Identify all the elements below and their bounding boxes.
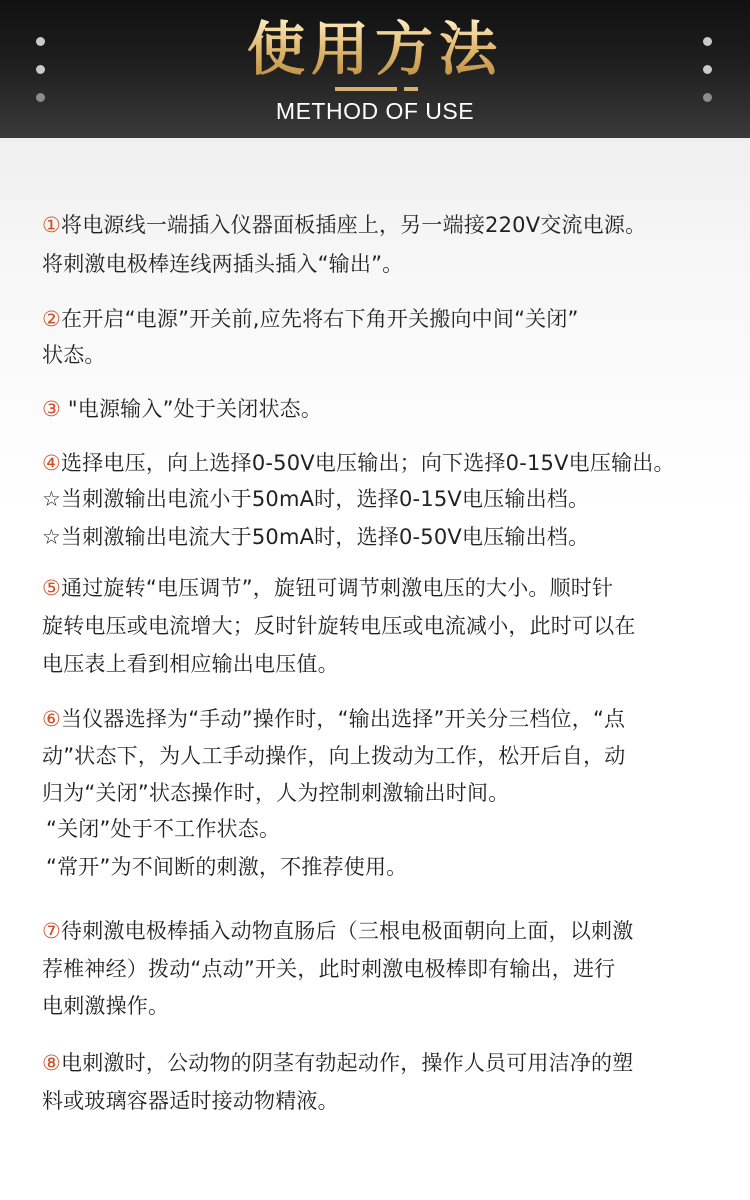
step-number: ⑦ bbox=[42, 919, 62, 943]
step-number: ⑧ bbox=[42, 1051, 62, 1075]
step-line: 归为“关闭”状态操作时，人为控制刺激输出时间。 bbox=[42, 781, 510, 805]
step-line: 电刺激操作。 bbox=[42, 994, 170, 1018]
step-line: 荐椎神经）拨动“点动”开关，此时刺激电极棒即有输出，进行 bbox=[42, 957, 616, 981]
step-number: ③ bbox=[42, 397, 62, 421]
step-line: 电压表上看到相应输出电压值。 bbox=[42, 652, 339, 676]
step-line: “关闭”处于不工作状态。 bbox=[46, 817, 281, 841]
step-line: ①将电源线一端插入仪器面板插座上，另一端接220V交流电源。 bbox=[42, 213, 647, 237]
step-line: ⑦待刺激电极棒插入动物直肠后（三根电极面朝向上面，以刺激 bbox=[42, 919, 634, 943]
step-line: ③ "电源输入”处于关闭状态。 bbox=[42, 397, 323, 421]
step-number: ④ bbox=[42, 451, 62, 475]
step-line: 将刺激电极棒连线两插头插入“输出”。 bbox=[42, 252, 404, 276]
step-line: ☆当刺激输出电流小于50mA时，选择0-15V电压输出档。 bbox=[42, 487, 590, 511]
step-line: 料或玻璃容器适时接动物精液。 bbox=[42, 1089, 339, 1113]
step-line: “常开”为不间断的刺激，不推荐使用。 bbox=[46, 855, 408, 879]
title-underline-short bbox=[404, 87, 418, 91]
header-banner bbox=[0, 0, 750, 138]
step-line: 旋转电压或电流增大；反时针旋转电压或电流减小，此时可以在 bbox=[42, 614, 636, 638]
step-line: 动”状态下，为人工手动操作，向上拨动为工作，松开后自，动 bbox=[42, 744, 626, 768]
instructions-body bbox=[0, 138, 750, 1200]
step-line: ⑥当仪器选择为“手动”操作时，“输出选择”开关分三档位，“点 bbox=[42, 707, 626, 731]
step-line: ☆当刺激输出电流大于50mA时，选择0-50V电压输出档。 bbox=[42, 525, 590, 549]
step-number: ⑤ bbox=[42, 576, 62, 600]
step-number: ① bbox=[42, 213, 62, 237]
page-title: 使用方法 bbox=[0, 16, 750, 82]
step-number: ② bbox=[42, 307, 62, 331]
title-underline-long bbox=[335, 87, 397, 91]
page-subtitle: METHOD OF USE bbox=[275, 98, 475, 124]
step-number: ⑥ bbox=[42, 707, 62, 731]
step-line: 状态。 bbox=[42, 343, 106, 367]
step-line: ⑧电刺激时，公动物的阴茎有勃起动作，操作人员可用洁净的塑 bbox=[42, 1051, 634, 1075]
step-line: ④选择电压，向上选择0-50V电压输出；向下选择0-15V电压输出。 bbox=[42, 451, 675, 475]
step-line: ②在开启“电源”开关前,应先将右下角开关搬向中间“关闭” bbox=[42, 307, 579, 331]
step-line: ⑤通过旋转“电压调节”，旋钮可调节刺激电压的大小。顺时针 bbox=[42, 576, 614, 600]
